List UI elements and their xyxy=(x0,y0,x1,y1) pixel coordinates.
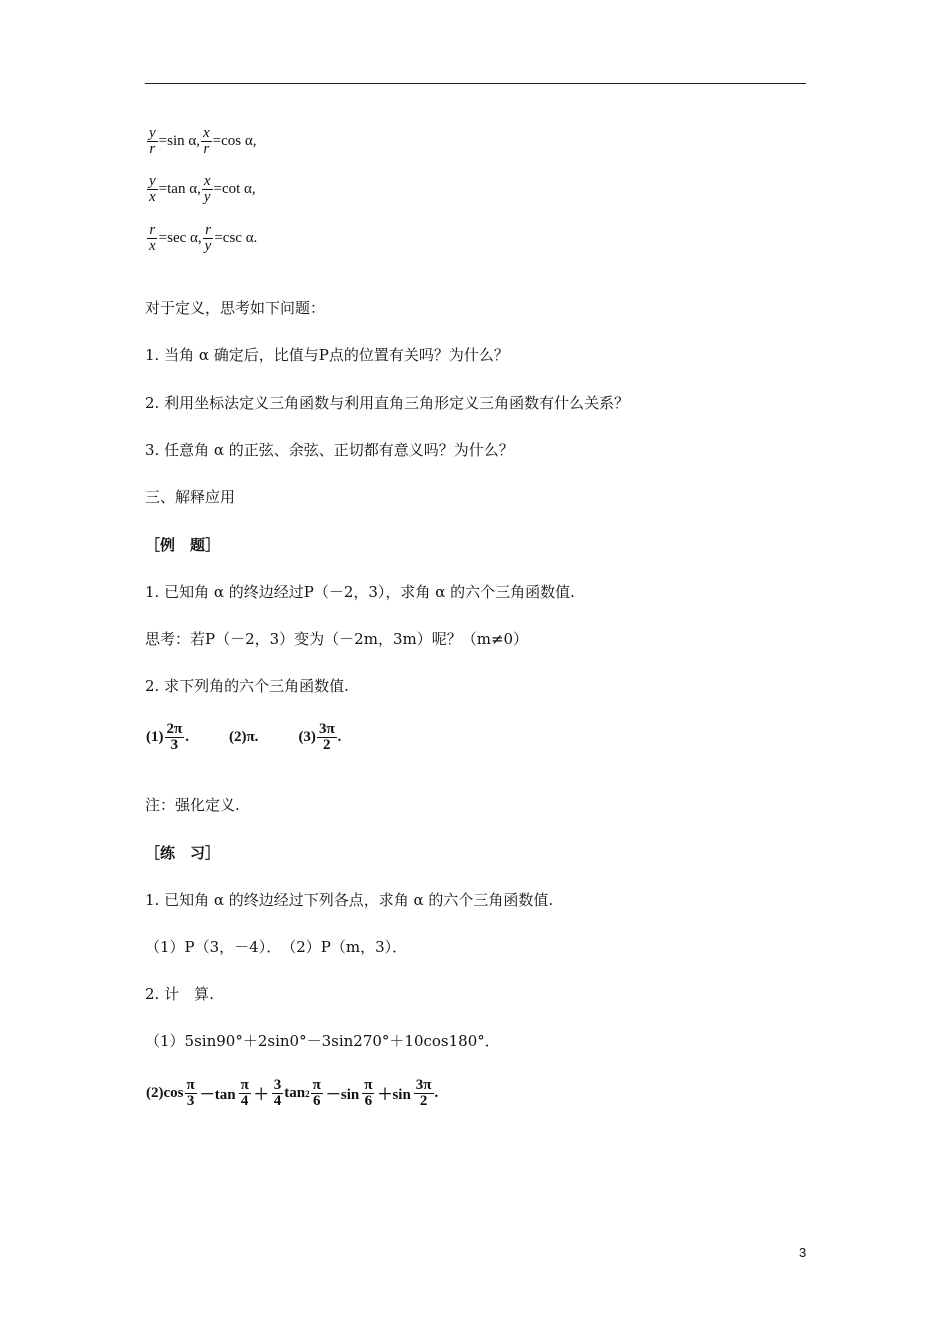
definition-line-2 xyxy=(146,174,256,205)
fraction: $\frac{r}{x}$ xyxy=(149,222,156,254)
definition-line-3 xyxy=(146,223,257,254)
formula-text: =cot α, xyxy=(213,181,256,197)
formula-text: =csc α. xyxy=(214,230,258,246)
formula-text: =tan α, xyxy=(158,181,201,197)
practice-2-2: (2)cos $\frac{\pi}{3}$ －tan $\frac{\pi}{4}$ ＋ $\frac{3}{4}$ tan 2 $\frac{\pi}{6}$ －sin $\frac{\pi}{6}$ ＋sin $\frac{3\pi}{2}$ . xyxy=(146,1077,439,1109)
fraction: $\frac{\pi}{4}$ xyxy=(240,1077,249,1109)
fraction: $\frac{3\pi}{2}$ xyxy=(415,1077,432,1109)
fraction: $\frac{\pi}{6}$ xyxy=(364,1077,373,1109)
question-3: 3. 任意角 α 的正弦、余弦、正切都有意义吗？为什么？ xyxy=(145,441,514,459)
example-heading: ［例 题］ xyxy=(145,536,221,554)
fraction: $\frac{x}{r}$ xyxy=(203,125,210,157)
practice-1-items: （1）P（3，－4）． （2）P（m，3）． xyxy=(145,938,408,956)
example-1-think: 思考：若P（－2，3）变为（－2m，3m）呢？（m≠0） xyxy=(145,630,529,648)
fraction: $\frac{\pi}{3}$ xyxy=(186,1077,195,1109)
header-rule xyxy=(145,83,806,84)
question-1: 1. 当角 α 确定后，比值与P点的位置有关吗？为什么？ xyxy=(145,346,509,364)
note: 注：强化定义. xyxy=(145,796,240,814)
practice-2-1: （1）5sin90°＋2sin0°－3sin270°＋10cos180°． xyxy=(145,1032,500,1050)
think-intro: 对于定义，思考如下问题： xyxy=(145,299,326,317)
practice-1: 1. 已知角 α 的终边经过下列各点，求角 α 的六个三角函数值. xyxy=(145,891,554,909)
formula-text: =sin α, xyxy=(158,133,200,149)
practice-2: 2. 计 算. xyxy=(145,985,214,1003)
example-2: 2. 求下列角的六个三角函数值. xyxy=(145,677,349,695)
fraction: $\frac{3\pi}{2}$ xyxy=(318,721,335,753)
fraction: $\frac{2\pi}{3}$ xyxy=(166,721,183,753)
fraction: $\frac{3}{4}$ xyxy=(273,1077,282,1109)
example-2-items: (1) $\frac{2\pi}{3}$ . (2)π. (3) $\frac{3\pi}{2}$ . xyxy=(146,721,342,753)
formula-text: =sec α, xyxy=(158,230,202,246)
fraction: $\frac{x}{y}$ xyxy=(203,173,211,205)
fraction: $\frac{y}{r}$ xyxy=(149,125,156,157)
definition-line-1 xyxy=(146,126,257,157)
question-2: 2. 利用坐标法定义三角函数与利用直角三角形定义三角函数有什么关系？ xyxy=(145,394,630,412)
example-1: 1. 已知角 α 的终边经过P（－2，3），求角 α 的六个三角函数值. xyxy=(145,583,575,601)
page-number: 3 xyxy=(799,1245,807,1260)
fraction: $\frac{y}{x}$ xyxy=(149,173,156,205)
fraction: $\frac{\pi}{6}$ xyxy=(312,1077,321,1109)
practice-heading: ［练 习］ xyxy=(145,844,221,862)
section-heading: 三、解释应用 xyxy=(145,488,236,506)
formula-text: =cos α, xyxy=(212,133,257,149)
fraction: $\frac{r}{y}$ xyxy=(204,222,212,254)
